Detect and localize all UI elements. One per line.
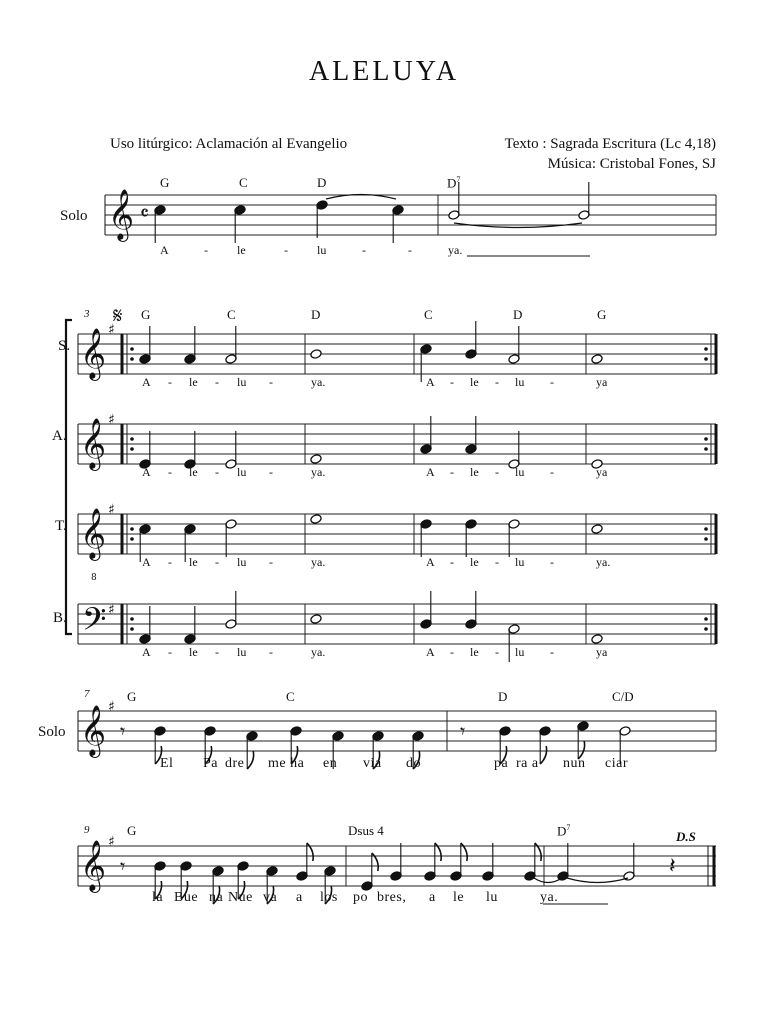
lyric-syllable: le [470,375,479,389]
lyric-syllable: na [209,890,224,905]
lyric-syllable: - [215,465,219,479]
lyric-syllable: - [495,555,499,569]
lyric-syllable: A [426,375,435,389]
repeat-dot [704,447,708,451]
lyric-syllable: - [284,243,288,257]
music-credit: Música: Cristobal Fones, SJ [547,156,716,172]
chord-symbol: C [424,307,433,322]
tie-mark [567,878,628,883]
lyric-syllable: - [362,243,366,257]
measure-number: 9 [84,824,90,836]
lyric-syllable: lu [515,465,525,479]
repeat-dot [130,627,134,631]
lyric-syllable: bres, [377,890,407,905]
treble-clef-icon: 𝄞 [80,328,107,379]
chord-symbol: C [286,689,295,704]
system-bracket [66,320,72,634]
chord-symbol: $D^7$ [557,823,571,839]
text-credit: Texto : Sagrada Escritura (Lc 4,18) [504,136,716,152]
lyric-syllable: - [269,375,273,389]
lyric-syllable: A [160,243,169,257]
repeat-dot [130,357,134,361]
lyric-syllable: - [269,645,273,659]
note-head [591,354,603,365]
treble-clef-icon: 𝄞 [80,508,107,559]
note-flag [247,751,253,769]
repeat-dot [130,537,134,541]
chord-symbol: G [127,823,137,838]
lyric-syllable: le [453,890,465,905]
note-head [591,524,603,535]
lyric-syllable: ciar [605,756,628,771]
chord-symbol: G [597,307,607,322]
lyric-syllable: - [450,375,454,389]
lyric-syllable: ya. [540,890,559,905]
key-signature-sharp-icon: ♯ [108,602,115,618]
lyric-syllable: - [269,465,273,479]
repeat-dot [704,437,708,441]
repeat-dot [130,527,134,531]
segno-icon: 𝄋 [113,304,123,329]
lyric-syllable: lu [237,645,247,659]
repeat-dot [704,527,708,531]
lyric-syllable: - [215,375,219,389]
lyric-syllable: A [142,465,151,479]
lyric-syllable: lu [237,555,247,569]
lyric-syllable: - [550,645,554,659]
solo-label: Solo [38,724,66,740]
treble-clef-icon: 𝄞 [80,705,107,756]
alto-label: A. [52,428,67,444]
repeat-dot [704,357,708,361]
chord-symbol: G [141,307,151,322]
lyric-syllable: a [296,890,303,905]
lyric-syllable: le [237,243,246,257]
treble-clef-icon: 𝄞 [80,418,107,469]
repeat-dot [704,627,708,631]
common-time-icon: 𝄴 [140,201,149,225]
chord-symbol: D [317,175,327,190]
lyric-syllable: a [429,890,436,905]
quarter-rest-icon: 𝄽 [669,854,676,879]
lyric-syllable: lu [486,890,498,905]
lyric-syllable: en [323,756,338,771]
repeat-dot [130,617,134,621]
lyric-syllable: le [189,645,198,659]
lyric-syllable: - [215,645,219,659]
repeat-dot [704,617,708,621]
chord-symbol: C/D [612,689,634,704]
lyric-syllable: - [450,555,454,569]
lyric-syllable: ya. [448,243,463,257]
lyric-syllable: - [168,375,172,389]
key-signature-sharp-icon: ♯ [108,502,115,518]
lyric-syllable: le [189,375,198,389]
lyric-syllable: lu [317,243,327,257]
key-signature-sharp-icon: ♯ [108,322,115,338]
lyric-syllable: Bue [174,890,199,905]
note-head [310,514,322,525]
tie-mark [534,878,562,883]
lyric-syllable: lu [515,555,525,569]
chord-symbol: D [513,307,523,322]
lyric-syllable: ya [596,645,608,659]
lyric-syllable: los [320,890,338,905]
lyric-syllable: A [426,555,435,569]
lyric-syllable: lu [237,465,247,479]
lyric-syllable: A [426,465,435,479]
lyric-syllable: - [408,243,412,257]
chord-symbol: G [160,175,170,190]
lyric-syllable: ya. [311,465,326,479]
eighth-rest-icon: 𝄾 [120,719,126,743]
soprano-label: S. [58,338,71,354]
eighth-rest-icon: 𝄾 [120,854,126,878]
lyric-syllable: - [168,645,172,659]
lyric-syllable: - [495,375,499,389]
lyric-syllable: - [450,465,454,479]
lyric-syllable: po [353,890,368,905]
dal-segno: D.S [676,829,696,844]
lyric-syllable: ra a [516,756,539,771]
chord-symbol: $D^7$ [447,175,461,191]
lyric-syllable: - [550,375,554,389]
repeat-dot [130,347,134,351]
lyric-syllable: ya. [311,645,326,659]
lyric-syllable: lu [237,375,247,389]
lyric-syllable: le [189,465,198,479]
chord-symbol: C [227,307,236,322]
lyric-syllable: lu [515,645,525,659]
lyric-syllable: ya. [311,375,326,389]
lyric-syllable: - [269,555,273,569]
lyric-syllable: le [470,645,479,659]
chord-symbol: Dsus 4 [348,823,384,838]
lyric-syllable: va [263,890,278,905]
lyric-syllable: le [470,465,479,479]
treble-clef-icon: 𝄞 [108,189,135,240]
repeat-dot [704,347,708,351]
chord-symbol: D [498,689,508,704]
note-head [310,614,322,625]
lyric-syllable: A [142,555,151,569]
lyric-syllable: ya. [596,555,611,569]
lyric-syllable: ya [596,465,608,479]
lyric-syllable: A [142,645,151,659]
lyric-syllable: la [152,890,164,905]
lyric-syllable: - [168,465,172,479]
lyric-syllable: pa [494,756,509,771]
lyric-syllable: ya. [311,555,326,569]
lyric-syllable: - [495,465,499,479]
note-flag [540,746,546,764]
lyric-syllable: - [550,465,554,479]
chord-symbol: D [311,307,321,322]
lyric-syllable: me ha [268,756,305,771]
note-head [310,349,322,360]
bass-label: B. [53,610,67,626]
lyric-syllable: ya [596,375,608,389]
lyric-syllable: El [160,756,174,771]
lyric-syllable: - [495,645,499,659]
lyric-syllable: Pa [203,756,218,771]
lyric-syllable: - [168,555,172,569]
measure-number: 7 [84,688,90,700]
chord-symbol: C [239,175,248,190]
lyric-syllable: lu [515,375,525,389]
lyric-syllable: - [204,243,208,257]
octave-marker: 8 [91,573,97,583]
key-signature-sharp-icon: ♯ [108,412,115,428]
lyric-syllable: le [189,555,198,569]
lyric-syllable: nun [563,756,586,771]
key-signature-sharp-icon: ♯ [108,834,115,850]
lyric-syllable: le [470,555,479,569]
eighth-rest-icon: 𝄾 [460,719,466,743]
lyric-syllable: dre [225,756,245,771]
note-head [310,454,322,465]
lyric-syllable: - [450,645,454,659]
tenor-label: T. [55,518,67,534]
bass-clef-icon: 𝄢 [82,601,107,645]
lyric-syllable: A [426,645,435,659]
lyric-syllable: do [406,756,421,771]
lyric-syllable: - [215,555,219,569]
chord-symbol: G [127,689,137,704]
lyric-syllable: A [142,375,151,389]
key-signature-sharp-icon: ♯ [108,699,115,715]
repeat-dot [130,447,134,451]
repeat-dot [130,437,134,441]
measure-number: 3 [84,308,90,320]
page-title: ALELUYA [308,56,460,87]
lyric-syllable: via [363,756,382,771]
treble-clef-icon: 𝄞 [80,840,107,891]
note-head [591,634,603,645]
lyric-syllable: - [550,555,554,569]
liturgical-use: Uso litúrgico: Aclamación al Evangelio [110,136,348,152]
repeat-dot [704,537,708,541]
solo-label: Solo [60,208,88,224]
lyric-syllable: Nue [228,890,253,905]
